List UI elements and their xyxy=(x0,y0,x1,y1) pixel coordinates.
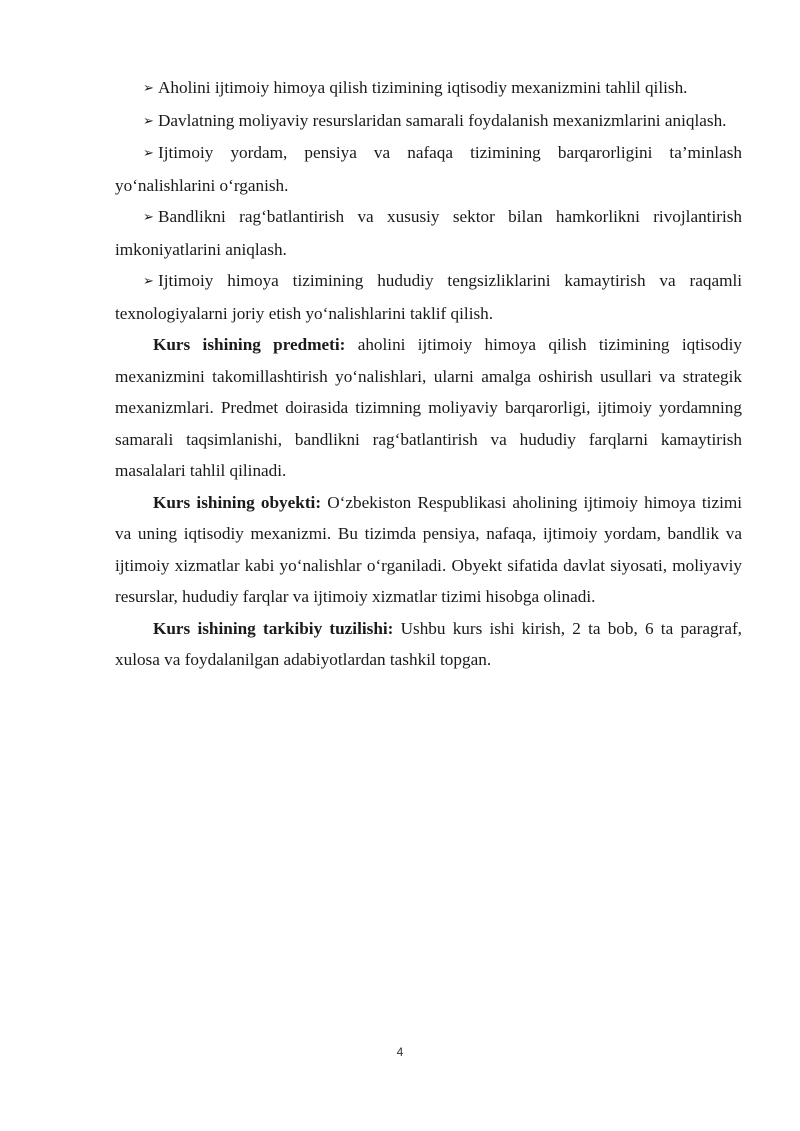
bullet-text: Aholini ijtimoiy himoya qilish tizimining iqtisodiy mexanizmini tahlil qilish. xyxy=(158,78,688,97)
arrow-bullet-icon: ➢ xyxy=(143,146,154,161)
predmet-paragraph xyxy=(115,329,742,487)
arrow-bullet-icon: ➢ xyxy=(143,210,154,225)
arrow-bullet-icon: ➢ xyxy=(143,113,154,129)
tuzilishi-paragraph xyxy=(115,613,742,676)
document-page xyxy=(115,72,742,676)
bullet-text: Ijtimoiy himoya tizimining hududiy tengsizliklarini kamaytirish va raqamli texnologiyalarni joriy etish yo‘nalishlarini taklif qilish. xyxy=(115,271,742,323)
arrow-bullet-icon: ➢ xyxy=(143,81,154,96)
tuzilishi-label: Kurs ishining tarkibiy tuzilishi: xyxy=(153,618,394,638)
bullet-text: Ijtimoiy yordam, pensiya va nafaqa tizimining barqarorligini ta’minlash yo‘nalishlarini o‘rganish. xyxy=(115,143,742,195)
arrow-bullet-icon: ➢ xyxy=(143,274,154,289)
obyekt-paragraph xyxy=(115,487,742,613)
bullet-item xyxy=(115,137,742,201)
bullet-text: Davlatning moliyaviy resurslaridan samarali foydalanish mexanizmlarini aniqlash. xyxy=(158,110,727,130)
predmet-text: aholini ijtimoiy himoya qilish tizimining iqtisodiy mexanizmini takomillashtirish yo‘nalishlari, ularni amalga oshirish usullari va strategik mexanizmlari. Predmet doirasida tizimning moliyaviy barqarorligi, ijtimoiy yordamning samarali taqsimlanishi, bandlikni rag‘batlantirish va hududiy farqlarni kamaytirish masalalari tahlil qilinadi. xyxy=(115,335,742,480)
predmet-label: Kurs ishining predmeti: xyxy=(153,335,346,354)
bullet-item xyxy=(115,105,742,138)
tuzilishi-text: Ushbu kurs ishi kirish, 2 ta bob, 6 ta paragraf, xulosa va foydalanilgan adabiyotlardan tashkil topgan. xyxy=(115,618,742,669)
bullet-item xyxy=(115,201,742,265)
bullet-text: Bandlikni rag‘batlantirish va xususiy sektor bilan hamkorlikni rivojlantirish imkoniyatlarini aniqlash. xyxy=(115,207,742,259)
bullet-item xyxy=(115,72,742,105)
obyekt-text: O‘zbekiston Respublikasi aholining ijtimoiy himoya tizimi va uning iqtisodiy mexanizmi. Bu tizimda pensiya, nafaqa, ijtimoiy yordam, bandlik va ijtimoiy xizmatlar kabi yo‘nalishlar o‘rganiladi. Obyekt sifatida davlat siyosati, moliyaviy resurslar, hududiy farqlar va ijtimoiy xizmatlar tizimi hisobga olinadi. xyxy=(115,492,742,606)
bullet-item xyxy=(115,265,742,329)
obyekt-label: Kurs ishining obyekti: xyxy=(153,492,322,512)
page-number: 4 xyxy=(396,1045,404,1059)
